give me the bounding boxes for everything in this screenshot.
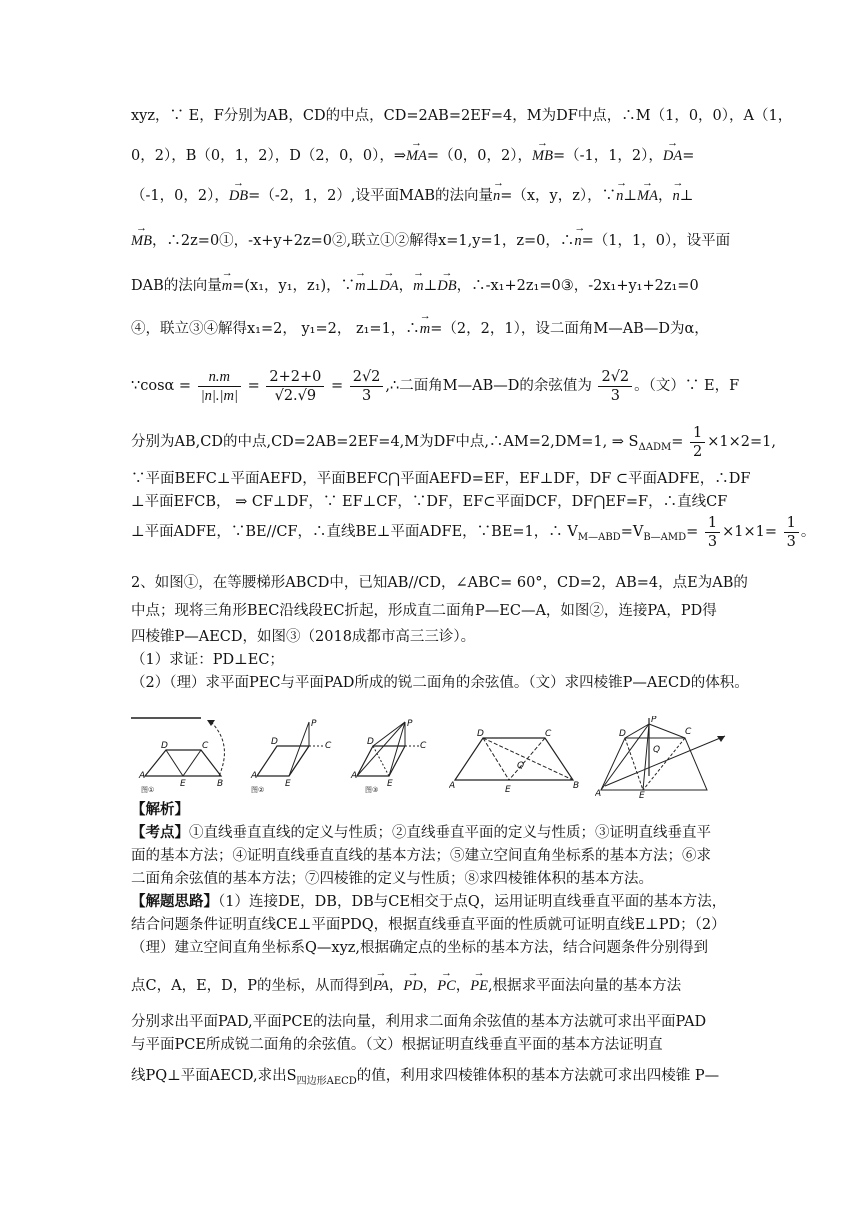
problem-line: 中点；现将三角形BEC沿线段EC折起，形成直二面角P—EC—A，如图②，连接PA，PD得 xyxy=(131,603,717,619)
svg-text:P: P xyxy=(651,716,657,725)
svg-text:A: A xyxy=(595,789,602,798)
vector-db: → DB xyxy=(229,186,248,206)
text-line: （-1，0，2），→ DB=（-2，1，2）,设平面MAB的法向量→ n=（x，y，z），∵→ n⊥→ MA，→ n⊥ xyxy=(131,186,743,206)
text-line: DAB的法向量→ m=(x₁，y₁，z₁)，∵→ m⊥→ DA，→ m⊥→ DB，∴-x₁+2z₁=0③，-2x₁+y₁+2z₁=0 xyxy=(131,276,743,296)
fraction: $\frac{2+2+0}{√2.√9}$ xyxy=(266,368,324,405)
figure-4 xyxy=(449,716,584,798)
svg-text:C: C xyxy=(202,741,209,751)
svg-text:图②: 图② xyxy=(251,786,265,794)
svg-text:P: P xyxy=(407,719,413,729)
vector-n: → n xyxy=(493,186,500,206)
svg-text:C: C xyxy=(420,741,427,751)
fraction: $\frac{2√2}{3}$ xyxy=(350,368,384,405)
formula-line: ⊥平面ADFE，∵BE//CF，∴直线BE⊥平面ADFE，∵BE=1，∴ $V_{M—ABD}=V_{B—AMD}=$ $\frac{1}{3}$ ×1×1= $\frac{1}{3}$ 。 xyxy=(131,514,816,550)
vector-m: → m xyxy=(355,276,365,296)
text-line: 线PQ⊥平面AECD,求出$S_{四边形AECD}$的值，利用求四棱锥体积的基本方法就可求出四棱锥 P— xyxy=(131,1068,720,1087)
fraction: $\frac{1}{3}$ xyxy=(784,514,799,551)
svg-text:E: E xyxy=(639,791,645,798)
svg-text:A: A xyxy=(251,771,258,781)
fraction: $\frac{n.m}{|n|.|m|}$ xyxy=(198,368,241,405)
figure-strip xyxy=(131,716,743,798)
vector-n: → n xyxy=(672,186,679,206)
vector-m: → m xyxy=(222,276,232,296)
svg-text:Q: Q xyxy=(517,761,525,771)
svg-text:E: E xyxy=(285,779,291,789)
svg-text:D: D xyxy=(161,741,168,751)
vector-n: → n xyxy=(574,231,581,251)
text-line: ④，联立③④解得x₁=2， y₁=2， z₁=1，∴→ m=（2，2，1），设二面角M—AB—D为α， xyxy=(131,319,743,339)
problem-line: （2）（理）求平面PEC与平面PAD所成的锐二面角的余弦值。（文）求四棱锥P—AECD的体积。 xyxy=(131,675,749,691)
figure-1 xyxy=(131,716,236,798)
formula-line: 分别为AB,CD的中点,CD=2AB=2EF=4,M为DF中点,∴AM=2,DM=1, ⇒ $S_{\Delta ADM}=$ $\frac{1}{2}$ ×1×2=1, xyxy=(131,424,776,460)
svg-text:C: C xyxy=(325,741,332,751)
vector-pe: → PE xyxy=(470,976,488,996)
svg-text:E: E xyxy=(387,779,393,789)
text-line: ∵平面BEFC⊥平面AEFD，平面BEFC⋂平面AEFD=EF，EF⊥DF，DF ⊂平面ADFE，∴DF xyxy=(131,471,751,487)
text-line: 与平面PCE所成锐二面角的余弦值。（文）根据证明直线垂直平面的基本方法证明直 xyxy=(131,1037,663,1053)
svg-text:A: A xyxy=(351,771,358,781)
vector-da: → DA xyxy=(663,146,682,166)
svg-text:D: D xyxy=(619,729,626,739)
figure-3 xyxy=(343,716,443,798)
text-line: 【考点】①直线垂直直线的定义与性质；②直线垂直平面的定义与性质；③证明直线垂直平 xyxy=(131,824,711,841)
svg-text:A: A xyxy=(139,771,146,781)
svg-text:P: P xyxy=(311,719,317,729)
svg-text:Q: Q xyxy=(653,745,661,755)
vector-mb: → MB xyxy=(131,231,152,251)
text-line: （理）建立空间直角坐标系Q—xyz,根据确定点的坐标的基本方法，结合问题条件分别得到 xyxy=(131,940,709,956)
text-line: 结合问题条件证明直线CE⊥平面PDQ，根据直线垂直平面的性质就可证明直线E⊥PD；（2） xyxy=(131,917,726,933)
vector-ma: → MA xyxy=(637,186,658,206)
vector-m: → m xyxy=(413,276,423,296)
formula-line: ∵cosα = $\frac{n.m}{|n|.|m|}$ = $\frac{2+2+0}{√2.√9}$ = $\frac{2√2}{3}$ ,∴二面角M—AB—D的余弦值为 $\frac{2√2}{3}$ 。（文）∵ E，F xyxy=(131,368,740,404)
text-line: 【解题思路】（1）连接DE，DB，DB与CE相交于点Q，运用证明直线垂直平面的基本方法， xyxy=(131,893,727,910)
text-line: ⊥平面EFCB， ⇒ CF⊥DF，∵ EF⊥CF，∵DF，EF⊂平面DCF，DF⋂EF=F，∴直线CF xyxy=(131,494,728,510)
vector-pc: → PC xyxy=(437,976,456,996)
vector-da: → DA xyxy=(379,276,398,296)
vector-n: → n xyxy=(616,186,623,206)
problem-line: 四棱锥P—AECD，如图③（2018成都市高三三诊）。 xyxy=(131,629,476,645)
svg-text:D: D xyxy=(271,737,278,747)
vector-pa: → PA xyxy=(373,976,389,996)
svg-text:C: C xyxy=(685,727,692,737)
svg-text:E: E xyxy=(505,785,511,795)
svg-text:D: D xyxy=(477,729,484,739)
fraction: $\frac{2√2}{3}$ xyxy=(598,368,632,405)
text-line: → MB，∴2z=0①，-x+y+2z=0②,联立①②解得x=1,y=1，z=0，∴→ n=（1，1，0），设平面 xyxy=(131,231,743,251)
svg-text:E: E xyxy=(180,779,186,789)
vector-mb: → MB xyxy=(532,146,553,166)
svg-text:图①: 图① xyxy=(141,786,155,794)
text-line: 分别求出平面PAD,平面PCE的法向量，利用求二面角余弦值的基本方法就可求出平面PAD xyxy=(131,1014,707,1030)
vector-pd: → PD xyxy=(403,976,422,996)
fraction: $\frac{1}{2}$ xyxy=(690,424,705,461)
text-line: 点C，A，E，D，P的坐标，从而得到→ PA，→ PD，→ PC，→ PE,根据求平面法向量的基本方法 xyxy=(131,976,743,996)
fraction: $\frac{1}{3}$ xyxy=(705,514,720,551)
svg-text:C: C xyxy=(545,729,552,739)
figure-2 xyxy=(239,716,339,798)
svg-text:B: B xyxy=(573,781,580,791)
text-line: 二面角余弦值的基本方法；⑦四棱锥的定义与性质；⑧求四棱锥体积的基本方法。 xyxy=(131,871,653,887)
svg-text:图③: 图③ xyxy=(365,786,379,794)
svg-text:A: A xyxy=(449,781,456,791)
section-heading: 【解析】 xyxy=(131,801,189,818)
problem-line: 2、如图①，在等腰梯形ABCD中，已知AB//CD，∠ABC= 60°，CD=2，AB=4，点E为AB的 xyxy=(131,575,748,591)
figure-5 xyxy=(595,716,743,798)
vector-db: → DB xyxy=(437,276,456,296)
text-line: xyz，∵ E，F分别为AB，CD的中点，CD=2AB=2EF=4，M为DF中点，∴M（1，0，0），A（1， xyxy=(131,108,793,124)
problem-line: （1）求证：PD⊥EC； xyxy=(131,652,284,668)
vector-ma: → MA xyxy=(406,146,427,166)
text-line: 0，2），B（0，1，2），D（2，0，0），⇒→ MA=（0，0，2），→ MB=（-1，1，2），→ DA= xyxy=(131,146,743,166)
svg-text:B: B xyxy=(217,779,224,789)
vector-m: → m xyxy=(420,319,430,339)
text-line: 面的基本方法；④证明直线垂直直线的基本方法；⑤建立空间直角坐标系的基本方法；⑥求 xyxy=(131,848,711,864)
svg-text:D: D xyxy=(367,737,374,747)
